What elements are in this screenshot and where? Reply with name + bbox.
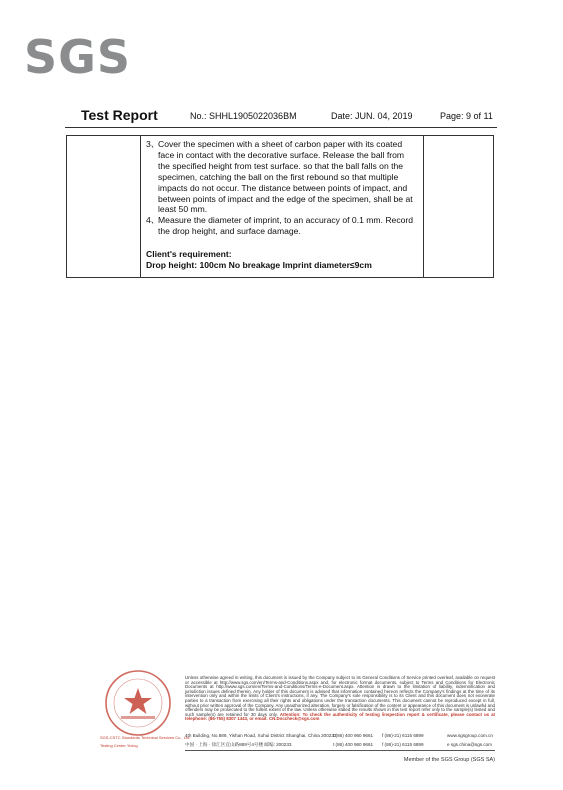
page-indicator: Page: 9 of 11: [440, 111, 493, 121]
phone-1: t (86) 400 960 9661: [333, 733, 374, 738]
client-requirement-label: Client's requirement:: [146, 249, 232, 260]
client-requirement-text: Drop height: 100cm No breakage Imprint diameter≤9cm: [146, 260, 372, 271]
address-cn: 中国 · 上海 · 徐汇区宜山路889号4号楼 邮编: 200233: [185, 742, 292, 747]
table-cell-procedure: [141, 136, 424, 278]
step-number: 3、: [146, 139, 160, 149]
email: e sgs.china@sgs.com: [447, 742, 493, 747]
legal-text: Unless otherwise agreed in writing, this document is issued by the Company subject to its General Conditions of Service printed overleaf, available on request or accessible at http://www.sgs.com/en/Terms-and-Conditions.aspx and, for electronic format documents, subject to Terms and Conditions for Electronic Documents at http://www.sgs.com/en/Terms-and-Conditions/Terms-e-Document.aspx. Attention is drawn to the limitation of liability, indemnification and jurisdiction issues defined therein. Any holder of this document is advised that information contained hereon reflects the Company's findings at the time of its intervention only and within the limits of Client's instructions, if any. The Company's sole responsibility is to its Client and this document does not exonerate parties to a transaction from exercising all their rights and obligations under the transaction documents. This document cannot be reproduced except in full, without prior written approval of the Company. Any unauthorized alteration, forgery or falsification of the content or appearance of this document is unlawful and offenders may be prosecuted to the fullest extent of the law. Unless otherwise stated the results shown in this test report refer only to the sample(s) tested and such sample(s) are retained for 30 days only.: [185, 675, 495, 717]
report-date: Date: JUN. 04, 2019: [331, 111, 413, 121]
stamp-center-line: Testing Center Yixing: [100, 743, 138, 748]
report-number: No.: SHHL1905022036BM: [190, 111, 297, 121]
address-en: 4th Building, No.889, Yishan Road, Xuhui District Shanghai, China 200233: [185, 733, 337, 738]
table-cell-left: [67, 136, 141, 278]
table-cell-right: [424, 136, 494, 278]
stamp-company-line: SGS-CSTC Standards Technical Services Co., Ltd.: [100, 735, 191, 740]
member-statement: Member of the SGS Group (SGS SA): [403, 757, 495, 763]
fax-1: f (86)-21) 6115 6899: [382, 733, 424, 738]
step-text: Cover the specimen with a sheet of carbon paper with its coated face in contact with the decorative surface. Release the ball from the specified height from test surface. so that the ball falls on the specimen, catching the ball on the first rebound so that multiple impacts do not occur. The distance between points of impact, and between points of impact and the edge of the specimen, shall be at least 50 mm.: [158, 139, 413, 215]
procedure-step: [146, 139, 417, 215]
test-procedure-table: [66, 135, 494, 278]
phone-2: t (86) 400 960 9661: [333, 742, 374, 747]
step-text: Measure the diameter of imprint, to an accuracy of 0.1 mm. Record the drop height, and surface damage.: [158, 215, 414, 237]
table-row: [67, 136, 494, 278]
fax-2: f (86)-21) 6115 6899: [382, 742, 424, 747]
report-header: [0, 109, 563, 125]
step-number: 4、: [146, 215, 160, 226]
procedure-step: [146, 215, 417, 237]
footer-rule: [185, 750, 495, 751]
legal-disclaimer: [185, 676, 495, 722]
website: www.sgsgroup.com.cn: [447, 733, 493, 738]
sgs-logo: SGS: [24, 30, 132, 84]
procedure-steps: [146, 139, 417, 237]
company-seal-stamp: [103, 668, 173, 738]
header-rule: [65, 127, 497, 128]
attention-notice: Attention: To check the authenticity of testing /inspection report & certificate, please contact us at telephone: (86-755) 8307 1443, or email: CN.Doccheck@sgs.com: [185, 711, 496, 722]
report-title: Test Report: [81, 107, 158, 123]
